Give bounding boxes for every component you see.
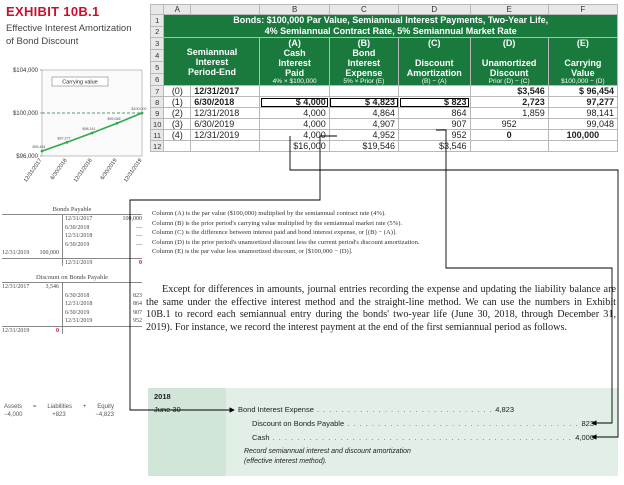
data-point [41, 150, 44, 153]
title-row-1: 1 Bonds: $100,000 Par Value, Semiannual Interest Payments, Two-Year Life, 4% Semiannual Contract Rate, 5% Semiannual Market Rate [151, 15, 618, 27]
y-tick-label: $96,000 [16, 154, 38, 160]
data-point [116, 122, 119, 125]
highlight-amort-823: $ 823 [399, 97, 471, 108]
data-label: $97,277 [57, 136, 71, 141]
table-row: 11 (4) 12/31/2019 4,000 4,952 952 0 100,000 [151, 130, 618, 141]
table-title: Bonds: $100,000 Par Value, Semiannual Interest Payments, Two-Year Life, 4% Semiannual Contract Rate, 5% Semiannual Market Rate [164, 15, 618, 38]
header-carrying-value: (E) Carrying Value $100,000 − (D) [548, 38, 617, 86]
journal-entry [148, 388, 618, 476]
credit-line-1: Discount on Bonds Payable . . . . . . . . . . . . . . . . . . . . . . . . . . . . . . . . . . . . . . . [252, 419, 585, 428]
carrying-value-chart [2, 62, 150, 202]
x-tick-label: 12/31/2017 [22, 157, 44, 184]
header-unamortized-discount: (D) Unamortized Discount Prior (D) − (C) [470, 38, 548, 86]
debit-amount: 4,823 [495, 405, 514, 414]
t-account-discount: Discount on Bonds Payable 12/31/2017 3,546 6/30/2018 823 12/31/2018 864 6/30/2019 907 12/31/2019 952 12/31/2019 0 [2, 274, 142, 334]
title-row-2: 2 [151, 26, 618, 38]
credit-amount-2: 4,000 [575, 433, 594, 442]
header-cash-interest: (A) Cash Interest Paid 4% × $100,000 [260, 38, 329, 86]
total-cash: $16,000 [260, 141, 329, 152]
totals-row: 12 $16,000 $19,546 $3,546 [151, 141, 618, 152]
journal-explanation: Record semiannual interest and discount amortization (effective interest method). [244, 448, 411, 465]
exhibit-title: EXHIBIT 10B.1 [6, 4, 100, 19]
y-tick-label: $100,000 [12, 111, 38, 117]
journal-date: June 30 [154, 405, 181, 414]
x-tick-label: 12/31/2018 [72, 157, 94, 184]
table-row: 10 (3) 6/30/2019 4,000 4,907 907 952 99,048 [151, 119, 618, 130]
debit-line: Bond Interest Expense . . . . . . . . . . . . . . . . . . . . . . . . . . . . . [238, 405, 493, 414]
journal-year: 2018 [154, 392, 171, 401]
header-bond-interest-expense: (B) Bond Interest Expense 5% × Prior (E) [329, 38, 398, 86]
discount-balance: 0 [56, 327, 59, 334]
data-label: $98,141 [82, 126, 96, 131]
col-letter-e: E [470, 5, 548, 15]
x-tick-label: 12/31/2019 [122, 157, 144, 184]
note-d: Column (D) is the prior period's unamortized discount less the current period's discount amortization. [152, 238, 420, 246]
note-e: Column (E) is the par value less unamortized discount, or [$100,000 − (D)]. [152, 248, 353, 256]
x-tick-label: 6/30/2019 [99, 157, 119, 182]
table-row: 7 (0) 12/31/2017 $3,546 $ 96,454 [151, 86, 618, 97]
col-letter-a2 [191, 5, 260, 15]
data-point [66, 141, 69, 144]
table-row: 8 (1) 6/30/2018 $ 4,000 $ 4,823 $ 823 2,723 97,277 [151, 97, 618, 108]
table-row: 9 (2) 12/31/2018 4,000 4,864 864 1,859 98,141 [151, 108, 618, 119]
t-account-bonds-payable: Bonds Payable 12/31/2017 100,000 6/30/2018 — 12/31/2018 — 6/30/2019 — 12/31/2019 100,000 12/31/2019 0 [2, 206, 142, 266]
column-letter-row [151, 5, 618, 15]
note-c: Column (C) is the difference between interest paid and bond interest expense, or [(B) − (A)]. [152, 229, 397, 237]
arrow-amortization [436, 130, 612, 423]
note-a: Column (A) is the par value ($100,000) multiplied by the semiannual contract rate (4%). [152, 210, 386, 217]
total-amortization: $3,546 [399, 141, 471, 152]
credit-line-2: Cash . . . . . . . . . . . . . . . . . . . . . . . . . . . . . . . . . . . . . . . . . . . . . . . . . [252, 433, 572, 442]
credit-amount-1: 823 [581, 419, 594, 428]
x-tick-label: 6/30/2018 [49, 157, 69, 182]
t-accounts [2, 206, 142, 342]
body-paragraph: Except for differences in amounts, journal entries recording the expense and updating the liability balance are the same under the effective interest method and the straight-line method. We can use the numbers in Exhibit 10B.1 to record each semiannual entry during the bonds' two-year life (June 30, 2018, through December 31, 2019). For instance, we record the interest payment at the end of the first semiannual period as follows. [146, 284, 616, 333]
data-point [91, 132, 94, 135]
data-point [141, 112, 144, 115]
column-notes [152, 209, 472, 257]
corner-cell [151, 5, 164, 15]
accounting-equation: Assets = Liabilities + Equity −4,000 +823 −4,823 [4, 404, 114, 418]
header-period: Semiannual Interest Period-End [164, 38, 260, 86]
col-letter-d: D [399, 5, 471, 15]
note-b: Column (B) is the prior period's carrying value multiplied by the semiannual market rate (5%). [152, 219, 403, 227]
col-letter-c: C [329, 5, 398, 15]
highlight-cash-4000: $ 4,000 [260, 97, 329, 108]
data-label: $100,000 [131, 107, 147, 111]
total-expense: $19,546 [329, 141, 398, 152]
data-label: $96,454 [32, 145, 46, 150]
arrow-expense [130, 136, 337, 410]
col-letter-b: B [260, 5, 329, 15]
legend-label: Carrying value [62, 79, 98, 86]
y-tick-label: $104,000 [12, 68, 38, 74]
col-letter-a: A [164, 5, 191, 15]
amortization-table: A B C D E F 1 Bonds: $100,000 Par Value, Semiannual Interest Payments, Two-Year Life, 4% Semiannual Contract Rate, 5% Semiannual Market Rate 2 3 Semiannual Interest Period-End (A) Cash Interest Paid 4% × $100,000 (B) Bond Interest Expense 5% × Prior (E) (C) Discount Amortization (B) − (A) (D) Unamortized Discount Prior (D) − (C) (E) Carrying Value $100,000 − (D) 4 5 6 7 (0) 12/31/2017 $3,546 $ 96,454 8 (1) 6/30/2018 $ 4,000 $ 4,823 $ 823 2,723 97,277 9 (2) 12/31/2018 4,000 4,864 864 1,859 98,141 10 (3) 6/30/2019 4,000 4,907 907 952 99,048 11 (4) 12/31/2019 4,000 4,952 952 0 100,000 12 $16,000 $19,546 $3,546 [150, 4, 618, 152]
header-discount-amortization: (C) Discount Amortization (B) − (A) [399, 38, 471, 86]
header-row-3: 3 Semiannual Interest Period-End (A) Cash Interest Paid 4% × $100,000 (B) Bond Interest Expense 5% × Prior (E) (C) Discount Amortization (B) − (A) (D) Unamortized Discount Prior (D) − (C) (E) Carrying Value $100,000 − (D) [151, 38, 618, 50]
bonds-payable-balance: 0 [139, 259, 142, 266]
col-letter-f: F [548, 5, 617, 15]
data-label: $99,048 [107, 117, 121, 122]
highlight-expense-4823: $ 4,823 [329, 97, 398, 108]
exhibit-subtitle: Effective Interest Amortization of Bond Discount [6, 23, 132, 47]
